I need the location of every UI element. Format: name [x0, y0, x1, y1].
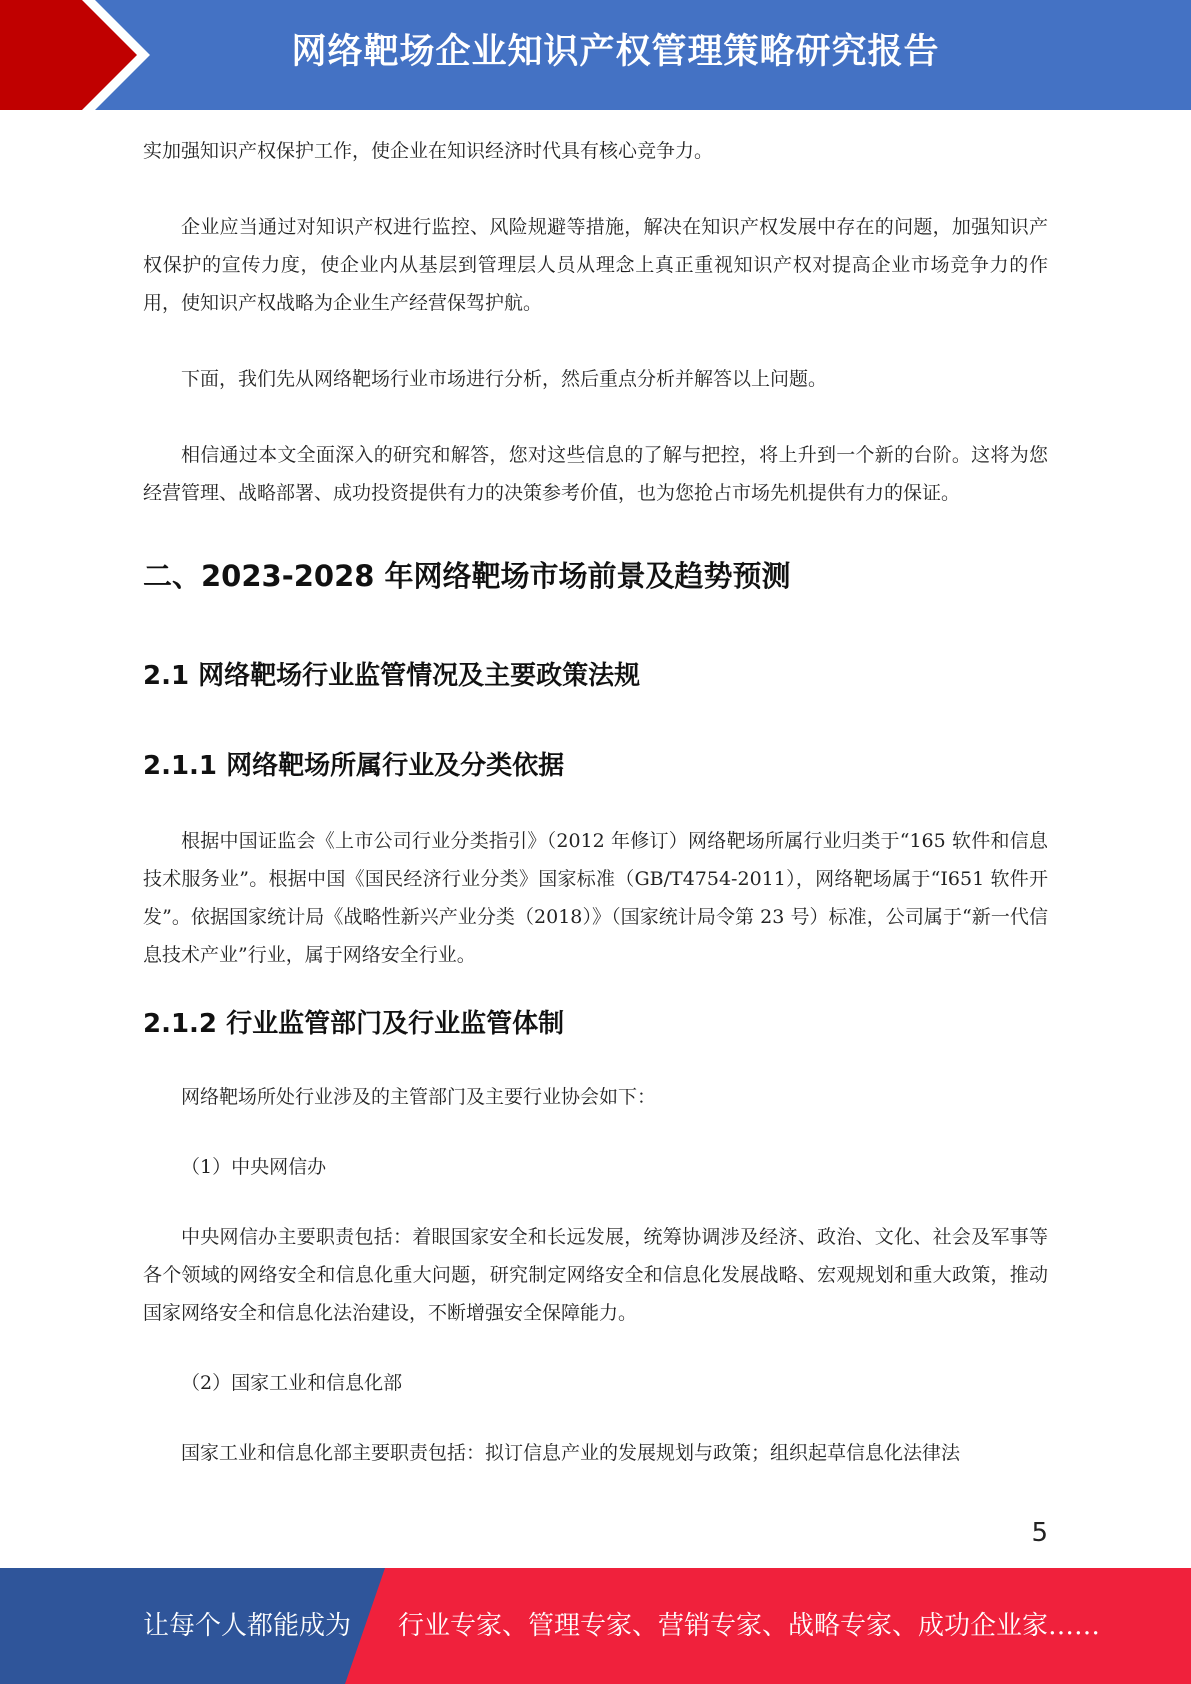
document-body: [143, 132, 1048, 1472]
subsection-heading: 2.1 网络靶场行业监管情况及主要政策法规: [143, 661, 641, 691]
paragraph: 实加强知识产权保护工作，使企业在知识经济时代具有核心竞争力。: [143, 140, 714, 162]
subsubsection-heading: 2.1.2 行业监管部门及行业监管体制: [143, 1009, 565, 1039]
list-item-label: （1）中央网信办: [181, 1156, 327, 1178]
page-number: 5: [1031, 1518, 1048, 1548]
paragraph: 国家工业和信息化部主要职责包括：拟订信息产业的发展规划与政策；组织起草信息化法律法: [181, 1442, 961, 1464]
section-heading: 二、2023-2028 年网络靶场市场前景及趋势预测: [143, 559, 791, 593]
page-footer: [0, 1568, 1191, 1684]
list-item-label: （2）国家工业和信息化部: [181, 1372, 403, 1394]
paragraph: 网络靶场所处行业涉及的主管部门及主要行业协会如下：: [181, 1086, 657, 1108]
paragraph: 下面，我们先从网络靶场行业市场进行分析，然后重点分析并解答以上问题。: [181, 368, 828, 390]
paragraph: 企业应当通过对知识产权进行监控、风险规避等措施，解决在知识产权发展中存在的问题，加强知识产权保护的宣传力度，使企业内从基层到管理层人员从理念上真正重视知识产权对提高企业市场竞争力的作用，使知识产权战略为企业生产经营保驾护航。: [143, 216, 1048, 314]
footer-slogan-left: 让每个人都能成为: [143, 1611, 352, 1641]
header-title: 网络靶场企业知识产权管理策略研究报告: [291, 32, 940, 72]
paragraph: 根据中国证监会《上市公司行业分类指引》（2012 年修订）网络靶场所属行业归类于“165 软件和信息技术服务业”。根据中国《国民经济行业分类》国家标准（GB/T4754-2011），网络靶场属于“I651 软件开发”。依据国家统计局《战略性新兴产业分类（2018）》（国家统计局令第 23 号）标准，公司属于“新一代信息技术产业”行业，属于网络安全行业。: [143, 830, 1048, 966]
paragraph: 相信通过本文全面深入的研究和解答，您对这些信息的了解与把控，将上升到一个新的台阶。这将为您经营管理、战略部署、成功投资提供有力的决策参考价值，也为您抢占市场先机提供有力的保证。: [143, 444, 1048, 504]
paragraph: 中央网信办主要职责包括：着眼国家安全和长远发展，统筹协调涉及经济、政治、文化、社会及军事等各个领域的网络安全和信息化重大问题，研究制定网络安全和信息化发展战略、宏观规划和重大政策，推动国家网络安全和信息化法治建设，不断增强安全保障能力。: [143, 1226, 1048, 1324]
page-header: [0, 0, 1191, 110]
footer-slogan-right: 行业专家、管理专家、营销专家、战略专家、成功企业家……: [398, 1611, 1101, 1641]
subsubsection-heading: 2.1.1 网络靶场所属行业及分类依据: [143, 751, 565, 781]
